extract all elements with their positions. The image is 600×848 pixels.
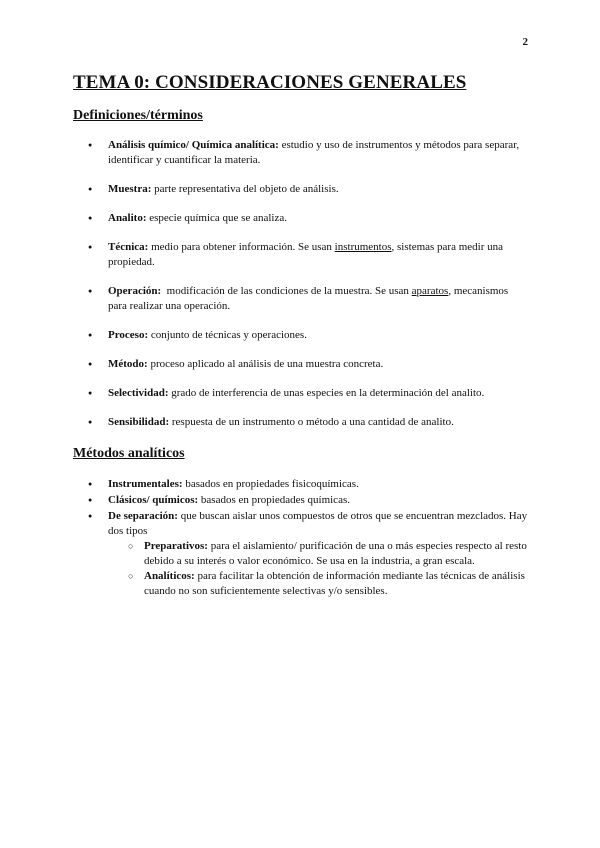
def-analisis-quimico [73, 138, 528, 168]
term: De separación: [108, 510, 178, 522]
term: Muestra: [108, 183, 152, 195]
underlined-word: aparatos [411, 285, 449, 297]
definition-text: parte representativa del objeto de análisis. [151, 183, 339, 195]
definition-text: modificación de las condiciones de la muestra. Se usan [161, 285, 412, 297]
term: Análisis químico/ Química analítica: [108, 139, 279, 151]
def-analito [73, 211, 528, 226]
method-text: para facilitar la obtención de información mediante las técnicas de análisis cuando no son suficientemente selectivas y/o sensibles. [144, 570, 525, 597]
definitions-heading: Definiciones/términos [73, 108, 203, 123]
methods-heading: Métodos analíticos [73, 446, 185, 461]
definition-text: medio para obtener información. Se usan [148, 241, 335, 253]
term: Método: [108, 358, 148, 370]
term: Proceso: [108, 329, 149, 341]
methods-list [73, 477, 528, 599]
term: Clásicos/ químicos: [108, 494, 199, 506]
method-text: basados en propiedades fisicoquímicas. [182, 478, 359, 490]
def-sensibilidad [73, 415, 528, 430]
def-muestra [73, 182, 528, 197]
definition-text: especie química que se analiza. [146, 212, 287, 224]
document-body [73, 72, 528, 600]
term: Operación: [108, 285, 162, 297]
method-text: basados en propiedades químicas. [198, 494, 350, 506]
method-instrumentales [73, 477, 528, 492]
term: Preparativos: [144, 540, 208, 552]
method-text: para el aislamiento/ purificación de una o más especies respecto al resto debido a su interés o valor económico. Se usa en la industria, a gran escala. [144, 540, 527, 567]
def-metodo [73, 357, 528, 372]
definition-text: respuesta de un instrumento o método a una cantidad de analito. [169, 416, 454, 428]
page-title: TEMA 0: CONSIDERACIONES GENERALES [73, 72, 467, 93]
def-operacion [73, 284, 528, 314]
page-number: 2 [522, 36, 528, 48]
definitions-list [73, 138, 528, 430]
definition-text: estudio y uso de instrumentos y métodos para separar, identificar y cuantificar la materia. [108, 139, 520, 166]
definition-text: grado de interferencia de unas especies en la determinación del analito. [168, 387, 485, 399]
term: Técnica: [108, 241, 149, 253]
definition-text: proceso aplicado al análisis de una muestra concreta. [147, 358, 384, 370]
method-separacion [73, 509, 528, 599]
def-tecnica [73, 240, 528, 270]
definition-text: , mecanismos para realizar una operación. [108, 285, 509, 312]
underlined-word: instrumentos [334, 241, 392, 253]
subtype-preparativos [108, 539, 528, 569]
def-proceso [73, 328, 528, 343]
term: Instrumentales: [108, 478, 183, 490]
term: Sensibilidad: [108, 416, 170, 428]
separation-subtypes [108, 539, 528, 599]
term: Analíticos: [144, 570, 195, 582]
subtype-analiticos [108, 569, 528, 599]
definition-text: , sistemas para medir una propiedad. [108, 241, 504, 268]
definition-text: conjunto de técnicas y operaciones. [148, 329, 307, 341]
def-selectividad [73, 386, 528, 401]
term: Selectividad: [108, 387, 169, 399]
method-text: que buscan aislar unos compuestos de otros que se encuentran mezclados. Hay dos tipos [108, 510, 528, 537]
term: Analito: [108, 212, 147, 224]
method-clasicos [73, 493, 528, 508]
